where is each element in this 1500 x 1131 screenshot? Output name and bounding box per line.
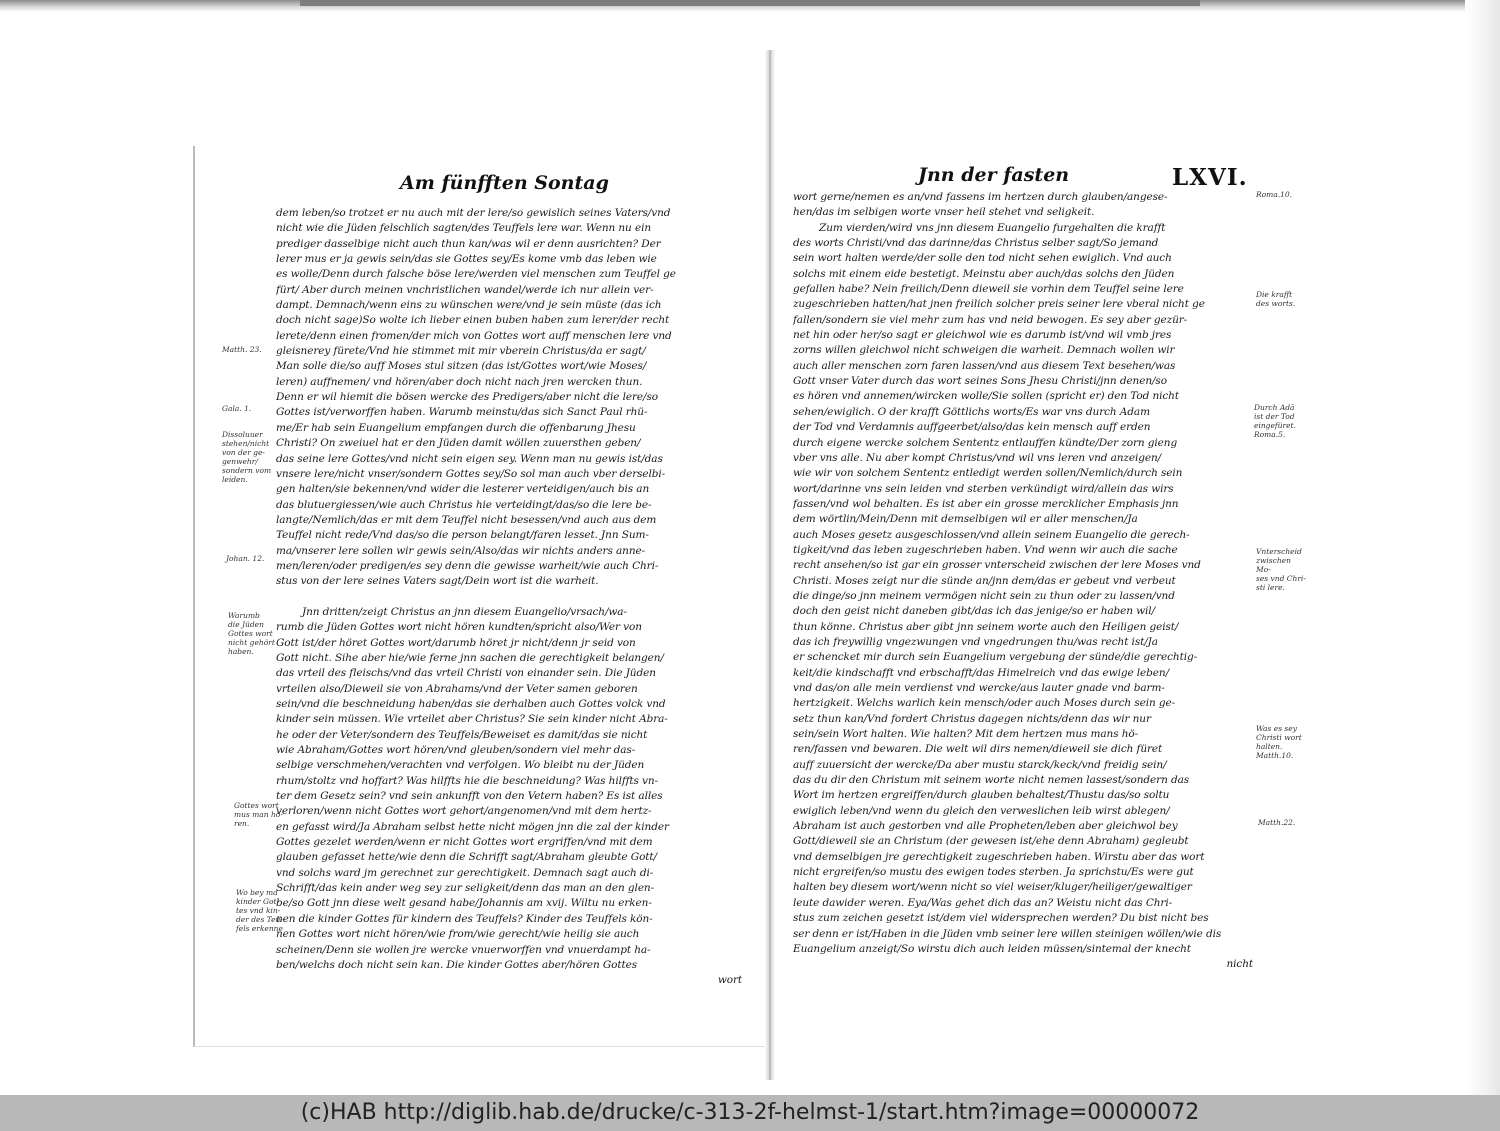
- text-line: dampt. Demnach/wenn eins zu wünschen were/vnd je sein müste (das ich: [276, 299, 662, 312]
- text-line: net hin oder her/so sagt er gleichwol wie es darumb ist/vnd wil vmb jres: [793, 329, 1172, 342]
- text-line: zorns willen gleichwol nicht schweigen die warheit. Demnach wollen wir: [793, 344, 1175, 357]
- text-line: recht ansehen/so ist gar ein grosser vnterscheid zwischen der lere Moses vnd: [793, 559, 1201, 572]
- margin-note-left: Dissoluuer stehen/nicht von der ge- genwehr/ sondern vom leiden.: [222, 430, 272, 484]
- text-line: vrteilen also/Dieweil sie von Abrahams/vnd der Veter samen geboren: [276, 682, 638, 695]
- text-line: Schrifft/das kein ander weg sey zur seligkeit/denn das man an den glen-: [276, 882, 655, 895]
- text-line: leute dawider weren. Eya/Was gehet dich das an? Weistu nicht das Chri-: [793, 896, 1173, 909]
- text-line: be/so Gott jnn diese welt gesand habe/Johannis am xvij. Wiltu nu erken-: [276, 897, 652, 910]
- copyright-footer: (c)HAB http://diglib.hab.de/drucke/c-313-2f-helmst-1/start.htm?image=00000072: [0, 1095, 1500, 1131]
- text-line: men/leren/oder predigen/es sey denn die gewisse warheit/wie auch Chri-: [276, 559, 659, 572]
- text-line: Gott ist/der höret Gottes wort/darumb höret jr nicht/denn jr seid von: [276, 636, 636, 649]
- margin-note-left: Johan. 12.: [226, 554, 265, 563]
- text-line: vber vns alle. Nu aber kompt Christus/vnd wil vns leren vnd anzeigen/: [793, 451, 1162, 464]
- text-line: doch den geist nicht daneben gibt/das ich das jenige/so er haben wil/: [793, 605, 1156, 618]
- text-line: hen/das im selbigen worte vnser heil stehet vnd seligkeit.: [793, 206, 1095, 219]
- text-line: das seine lere Gottes/vnd nicht sein eigen sey. Wenn man nu gewis ist/das: [276, 452, 663, 465]
- margin-note-left: Wo bey ma kinder Got- tes vnd kin- der des Teu- fels erkenne: [236, 888, 283, 933]
- text-line: nicht: [1226, 958, 1253, 971]
- margin-note-right: Vnterscheid zwischen Mo- ses vnd Chri- sti lere.: [1256, 547, 1306, 592]
- text-line: Gottes gezelet werden/wenn er nicht Gottes wort ergriffen/vnd mit dem: [276, 836, 653, 849]
- text-line: Man solle die/so auff Moses stul sitzen (das ist/Gottes wort/wie Moses/: [276, 360, 647, 373]
- text-line: vnd das/on alle mein verdienst vnd wercke/aus lauter gnade vnd barm-: [793, 682, 1165, 694]
- text-line: nicht ergreifen/so mustu des ewigen todes sterben. Ja sprichstu/Es were gut: [793, 866, 1194, 879]
- text-line: ren/fassen vnd bewaren. Die welt wil dirs nemen/dieweil sie dich füret: [793, 743, 1163, 756]
- text-line: hertzigkeit. Welchs warlich kein mensch/oder auch Moses durch sein ge-: [793, 697, 1176, 710]
- margin-note-left: Warumb die Jüden Gottes wort nicht gehört haben.: [228, 611, 275, 656]
- text-line: Teuffel nicht rede/Vnd das/so die person belangt/faren lesset. Jnn Sum-: [276, 529, 649, 542]
- margin-note-left: Gottes wort mus man hö- ren.: [234, 801, 283, 828]
- text-line: selbige verschmehen/verachten vnd verfolgen. Wo bleibt nu der Jüden: [276, 759, 645, 772]
- text-line: wort/darinne vns sein leiden vnd sterben verkündigt wird/allein das wirs: [793, 482, 1174, 495]
- text-line: thun könne. Christus aber gibt jnn seinem worte auch den Heiligen geist/: [793, 620, 1179, 633]
- margin-note-right: Was es sey Christi wort halten. Matth.10.: [1256, 724, 1302, 760]
- text-line: die dinge/so jnn meinem vermögen nicht sein zu thun oder zu lassen/vnd: [793, 589, 1175, 602]
- text-line: nen die kinder Gottes für kindern des Teuffels? Kinder des Teuffels kön-: [276, 912, 653, 925]
- text-line: gefallen habe? Nein freilich/Denn dieweil sie vorhin dem Teuffel seine lere: [793, 283, 1184, 296]
- text-line: [276, 590, 742, 605]
- text-line: auch Moses gesetz ausgeschlossen/vnd allein seinem Euangelio die gerech-: [793, 528, 1190, 541]
- text-line: rhum/stoltz vnd hoffart? Was hilffts hie die beschneidung? Was hilffts vn-: [276, 774, 658, 787]
- margin-note-left: Gala. 1.: [222, 404, 252, 413]
- left-page-body: [276, 206, 742, 989]
- text-line: auch aller menschen zorn faren lassen/vnd aus diesem Text besehen/was: [793, 359, 1176, 372]
- text-line: das blutuergiessen/wie auch Christus hie verteidingt/das/so die lere be-: [276, 498, 652, 511]
- text-line: prediger dasselbige nicht auch thun kan/was wil er denn ausrichten? Der: [276, 237, 661, 250]
- text-line: gleisnerey fürete/Vnd hie stimmet mit mir vberein Christus/da er sagt/: [276, 345, 646, 358]
- text-line: Gott/dieweil sie an Christum (der gewesen ist/ehe denn Abraham) gegleubt: [793, 835, 1189, 848]
- right-page-body: [793, 190, 1253, 973]
- text-line: ben/welchs doch nicht sein kan. Die kinder Gottes aber/hören Gottes: [276, 958, 638, 971]
- text-line: wort: [717, 974, 742, 987]
- text-line: sein/sein Wort halten. Wie halten? Mit dem hertzen mus mans hö-: [793, 728, 1139, 741]
- text-line: gen halten/sie bekennen/vnd wider die lesterer verteidigen/auch bis an: [276, 483, 650, 496]
- text-line: Euangelium anzeigt/So wirstu dich auch leiden müssen/sintemal der knecht: [793, 942, 1191, 955]
- text-line: durch eigene wercke solchem Sententz entlauffen kündte/Der zorn gieng: [793, 436, 1178, 449]
- text-line: halten bey diesem wort/wenn nicht so viel weiser/kluger/heiliger/gewaltiger: [793, 881, 1192, 894]
- right-page-header: Jnn der fasten: [918, 164, 1070, 186]
- text-line: keit/die kindschafft vnd erbschafft/das Himelreich vnd das ewige leben/: [793, 666, 1170, 679]
- text-line: scheinen/Denn sie wollen jre wercke vnuerworffen vnd vnuerdampt ha-: [276, 943, 651, 956]
- top-scan-edge: [300, 0, 1200, 6]
- text-line: fallen/sondern sie viel mehr zum has vnd neid bewogen. Es sey aber gezür-: [793, 313, 1188, 326]
- text-line: langte/Nemlich/das er mit dem Teuffel nicht besessen/vnd auch aus dem: [276, 513, 657, 526]
- text-line: wie Abraham/Gottes wort hören/vnd gleuben/sondern viel mehr das-: [276, 744, 636, 757]
- text-line: doch nicht sage)So wolte ich lieber einen buben haben zum lerer/der recht: [276, 314, 670, 327]
- text-line: dem wörtlin/Mein/Denn mit demselbigen wil er aller menschen/Ja: [793, 513, 1138, 526]
- text-line: das du dir den Christum mit seinem worte nicht nemen lassest/sondern das: [793, 774, 1190, 787]
- text-line: wort gerne/nemen es an/vnd fassens im hertzen durch glauben/angese-: [793, 191, 1168, 203]
- text-line: es wolle/Denn durch falsche böse lere/werden viel menschen zum Teuffel ge: [276, 268, 676, 281]
- text-line: vnd solchs ward jm gerechnet zur gerechtigkeit. Demnach sagt auch di-: [276, 866, 654, 879]
- text-line: sein wort halten werde/der solle den tod nicht sehen ewiglich. Vnd auch: [793, 252, 1172, 265]
- margin-note-right: Roma.10.: [1256, 190, 1293, 199]
- folio-number: LXVI.: [1172, 164, 1248, 191]
- text-line: fürt/ Aber durch meinen vnchristlichen wandel/werde ich nur allein ver-: [276, 283, 654, 296]
- text-line: ter dem Gesetz sein? vnd sein ankunfft von den Vetern haben? Es ist alles: [276, 790, 663, 803]
- margin-note-right: Die krafft des worts.: [1256, 290, 1296, 308]
- text-line: des worts Christi/vnd das darinne/das Christus selber sagt/So jemand: [793, 237, 1159, 250]
- text-line: sehen/ewiglich. O der krafft Göttlichs worts/Es war vns durch Adam: [793, 405, 1150, 418]
- text-line: vnsere lere/nicht vnser/sondern Gottes sey/So sol man auch vber derselbi-: [276, 467, 666, 480]
- text-line: vnd demselbigen jre gerechtigkeit zugeschrieben haben. Wirstu aber das wort: [793, 850, 1205, 863]
- text-line: zugeschrieben hatten/hat jnen freilich solcher preis seiner lere vberal nicht ge: [793, 298, 1205, 311]
- text-line: Gott nicht. Sihe aber hie/wie ferne jnn sachen die gerechtigkeit belangen/: [276, 651, 664, 664]
- text-line: stus von der lere seines Vaters sagt/Dein wort ist die warheit.: [276, 575, 599, 588]
- margin-note-left: Matth. 23.: [222, 345, 262, 354]
- text-line: he oder der Veter/sondern des Teuffels/Beweiset es damit/das sie nicht: [276, 728, 648, 741]
- text-line: glauben gefasset hette/wie denn die Schrifft sagt/Abraham gleubte Gott/: [276, 851, 657, 864]
- text-line: nen Gottes wort nicht hören/wie from/wie gerecht/wie heilig sie auch: [276, 928, 640, 941]
- text-line: ewiglich leben/vnd wenn du gleich den verweslichen leib wirst ablegen/: [793, 804, 1170, 817]
- text-line: Abraham ist auch gestorben vnd alle Propheten/leben aber gleichwol bey: [793, 820, 1178, 833]
- text-line: lerer mus er ja gewis sein/das sie Gottes sey/Es kome vmb das leben wie: [276, 253, 657, 266]
- text-line: Gottes ist/verworffen haben. Warumb meinstu/das sich Sanct Paul rhü-: [276, 406, 648, 419]
- text-line: Christi. Moses zeigt nur die sünde an/jnn dem/das er gebeut vnd verbeut: [793, 574, 1176, 587]
- text-line: Zum vierden/wird vns jnn diesem Euangelio furgehalten die krafft: [819, 221, 1166, 234]
- text-line: sein/vnd die beschneidung haben/das sie derhalben auch Gottes volck vnd: [276, 698, 666, 710]
- text-line: fassen/vnd wol behalten. Es ist aber ein grosse mercklicher Emphasis jnn: [793, 497, 1179, 510]
- text-line: Wort im hertzen ergreiffen/durch glauben behaltest/Thustu das/so soltu: [793, 789, 1170, 802]
- left-page-header: Am fünfften Sontag: [400, 172, 609, 194]
- text-line: Denn er wil hiemit die bösen wercke des Predigers/aber nicht die lere/so: [276, 391, 658, 404]
- margin-note-right: Durch Adā ist der Tod eingefüret. Roma.5.: [1254, 403, 1296, 439]
- text-line: es hören vnd annemen/wircken wolle/Sie sollen (spricht er) den Tod nicht: [793, 390, 1179, 403]
- text-line: solchs mit einem eide bestetigt. Meinstu aber auch/das solchs den Jüden: [793, 267, 1175, 280]
- text-line: wie wir von solchem Sententz entledigt werden sollen/Nemlich/durch sein: [793, 467, 1183, 480]
- text-line: das ich freywillig vngezwungen vnd vngedrungen thu/was recht ist/Ja: [793, 635, 1158, 648]
- book-gutter: [765, 50, 775, 1080]
- text-line: Jnn dritten/zeigt Christus an jnn diesem Euangelio/vrsach/wa-: [302, 605, 627, 618]
- text-line: stus zum zeichen gesetzt ist/dem viel widersprechen werden? Du bist nicht bes: [793, 912, 1209, 925]
- text-line: Gott vnser Vater durch das wort seines Sons Jhesu Christi/jnn denen/so: [793, 375, 1167, 388]
- text-line: tigkeit/vnd das leben zugeschrieben haben. Vnd wenn wir auch die sache: [793, 543, 1178, 556]
- text-line: kinder sein müssen. Wie vrteilet aber Christus? Sie sein kinder nicht Abra-: [276, 713, 668, 726]
- text-line: rumb die Jüden Gottes wort nicht hören kundten/spricht also/Wer von: [276, 621, 642, 634]
- text-line: auff zuuersicht der wercke/Da aber mustu starck/keck/vnd freidig sein/: [793, 758, 1167, 771]
- margin-note-right: Matth.22.: [1258, 818, 1296, 827]
- text-line: ma/vnserer lere sollen wir gewis sein/Also/das wir nichts anders anne-: [276, 544, 646, 557]
- text-line: er schencket mir durch sein Euangelium vergebung der sünde/die gerechtig-: [793, 651, 1198, 664]
- text-line: der Tod vnd Verdamnis auffgeerbet/also/das kein mensch auff erden: [793, 421, 1151, 434]
- text-line: verloren/wenn nicht Gottes wort gehort/angenomen/vnd mit dem hertz-: [276, 805, 652, 818]
- text-line: en gefasst wird/Ja Abraham selbst hette nicht mögen jnn die zal der kinder: [276, 820, 669, 833]
- text-line: ser denn er ist/Haben in die Jüden vmb seiner lere willen steinigen wöllen/wie dis: [793, 927, 1222, 940]
- text-line: nicht wie die Jüden felschlich sagten/des Teuffels lere war. Wenn nu ein: [276, 222, 651, 235]
- right-scan-edge: [1465, 0, 1500, 1131]
- text-line: das vrteil des fleischs/vnd das vrteil Christi von einander sein. Die Jüden: [276, 667, 656, 680]
- text-line: dem leben/so trotzet er nu auch mit der lere/so gewislich seines Vaters/vnd: [276, 207, 671, 219]
- text-line: lerete/denn einen fromen/der mich von Gottes wort auff menschen lere vnd: [276, 329, 672, 342]
- text-line: leren) auffnemen/ vnd hören/aber doch nicht nach jren wercken thun.: [276, 375, 643, 388]
- text-line: setz thun kan/Vnd fordert Christus dagegen nichts/denn das wir nur: [793, 712, 1151, 725]
- text-line: Christi? On zweiuel hat er den Jüden damit wöllen zuuersthen geben/: [276, 437, 641, 450]
- text-line: me/Er hab sein Euangelium empfangen durch die offenbarung Jhesu: [276, 421, 636, 434]
